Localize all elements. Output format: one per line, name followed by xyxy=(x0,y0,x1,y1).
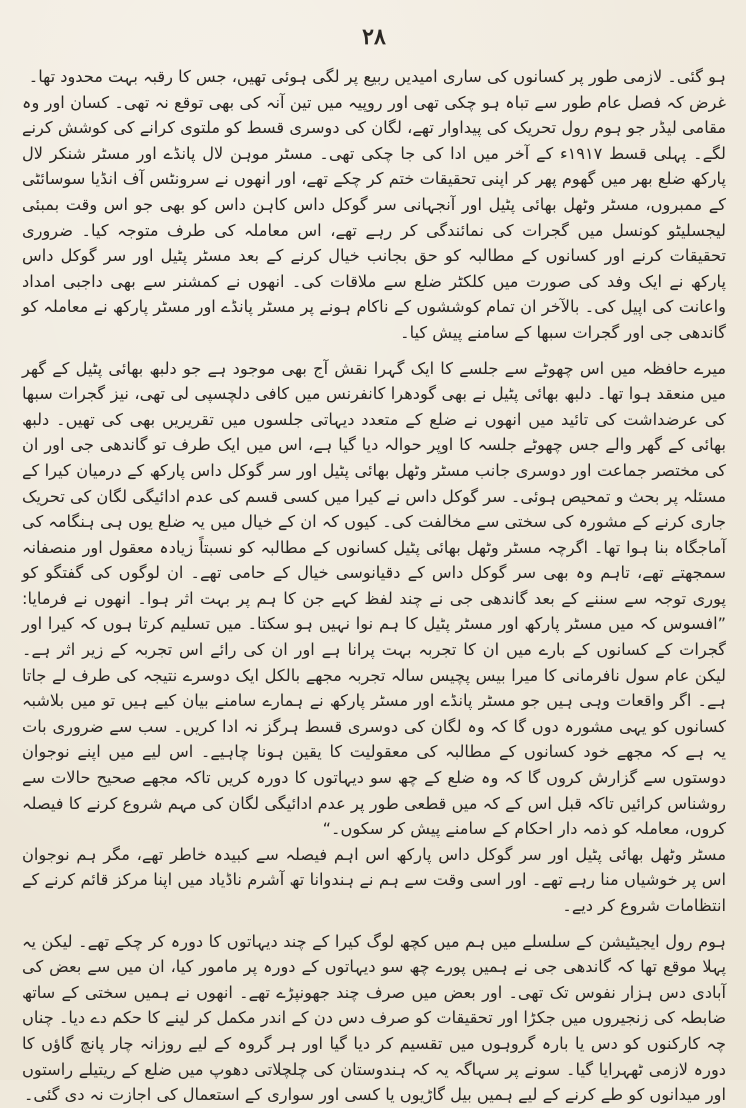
paragraph-4: مسٹر وٹھل بھائی پٹیل اور سر گوکل داس پارکھ اس اہم فیصلہ سے کبیدہ خاطر تھے، مگر ہم نوجوان اس پر خوشیاں منا رہے تھے۔ اور اسی وقت سے ہم نے ہندوانا تھ آشرم ناڈیاد میں اپنا مرکز قائم کرنے کے انتظامات شروع کر دیے۔ xyxy=(22,844,726,915)
body-text xyxy=(22,64,726,1108)
paragraph-2: غرض کہ فصل عام طور سے تباہ ہو چکی تھی اور روپیہ میں تین آنہ کی بھی توقع نہ تھی۔ کسان اور وہ مقامی لیڈر جو ہوم رول تحریک کی پیداوار تھے، لگان کی دوسری قسط کو ملتوی کرانے کی کوشش کرنے لگے۔ پہلی قسط ۱۹۱۷ء کے آخر میں ادا کی جا چکی تھی۔ مسٹر موہن لال پانڈے اور مسٹر شنکر لال پارکھ ضلع بھر میں گھوم پھر کر اپنی تحقیقات ختم کر چکے تھے، اور انھوں نے سرونٹس آف انڈیا سوسائٹی کے ممبروں، مسٹر وٹھل بھائی پٹیل اور آنجہانی سر گوکل داس کاہن داس کو بھی جو اس وقت بمبئی لیجسلیٹو کونسل میں گجرات کی نمائندگی کر رہے تھے، اس معاملہ کی طرف متوجہ کیا۔ ضروری تحقیقات کرنے اور کسانوں کے مطالبہ کو حق بجانب خیال کرنے کے بعد مسٹر پٹیل اور سر گوکل داس پارکھ نے ایک وفد کی صورت میں کلکٹر ضلع سے ملاقات کی۔ انھوں نے کمشنر سے بھی داجبی امداد واعانت کی اپیل کی۔ بالآخر ان تمام کوششوں کے ناکام ہونے پر مسٹر پانڈے اور مسٹر پارکھ نے معاملہ کو گاندھی جی اور گجرات سبھا کے سامنے پیش کیا۔ xyxy=(22,92,726,342)
page-number: ۲۸ xyxy=(362,24,386,50)
paragraph-1: ہو گئی۔ لازمی طور پر کسانوں کی ساری امیدیں ربیع پر لگی ہوئی تھیں، جس کا رقبہ بہت محدود تھا۔ xyxy=(28,67,726,86)
paragraph-3: میرے حافظہ میں اس چھوٹے سے جلسے کا ایک گہرا نقش آج بھی موجود ہے جو دلبھ بھائی پٹیل کے گھر میں منعقد ہوا تھا۔ دلبھ بھائی پٹیل نے بھی گودھرا کانفرنس میں کافی دلچسپی لی تھی، نیز گجرات سبھا کی عرضداشت کی تائید میں انھوں نے ضلع کے متعدد دیہاتی جلسوں میں تقریریں بھی کی تھیں۔ دلبھ بھائی کے گھر والے جس چھوٹے جلسہ کا اوپر حوالہ دیا گیا ہے، اس میں ایک طرف تو گاندھی جی اور ان کی مختصر جماعت اور دوسری جانب مسٹر وٹھل بھائی پٹیل اور سر گوکل داس پارکھ کے درمیان کیرا کے مسئلہ پر بحث و تمحیص ہوئی۔ سر گوکل داس نے کیرا میں کسی قسم کی عدم ادائیگی لگان کی تحریک جاری کرنے کے مشورہ کی سختی سے مخالفت کی۔ کیوں کہ ان کے خیال میں یہ ضلع یوں ہی ہنگامہ کی آماجگاہ بنا ہوا تھا۔ اگرچہ مسٹر وٹھل بھائی پٹیل کسانوں کے مطالبہ کو نسبتاً زیادہ معقول اور منصفانہ سمجھتے تھے، تاہم وہ بھی سر گوکل داس کے دقیانوسی خیال کے حامی تھے۔ ان لوگوں کی گفتگو کو پوری توجہ سے سننے کے بعد گاندھی جی نے چند لفظ کہے جن کا ہم پر بہت اثر ہوا۔ انھوں نے فرمایا: ”افسوس کہ میں مسٹر پارکھ اور مسٹر پٹیل کا ہم نوا نہیں ہو سکتا۔ میں تسلیم کرتا ہوں کہ کیرا اور گجرات کے کسانوں کے بارے میں ان کا تجربہ بہت پرانا ہے اور ان کی رائے اس تجربہ کے زیر اثر ہے۔ لیکن عام سول نافرمانی کا میرا بیس پچیس سالہ تجربہ مجھے بالکل ایک دوسرے نتیجہ کی طرف لے جاتا ہے۔ اگر واقعات وہی ہیں جو مسٹر پانڈے اور مسٹر پارکھ نے ہمارے سامنے بیان کیے ہیں تو میں بلاشبہ کسانوں کو یہی مشورہ دوں گا کہ وہ لگان کی دوسری قسط ہرگز نہ ادا کریں۔ سب سے ضروری بات یہ ہے کہ مجھے خود کسانوں کے مطالبہ کی معقولیت کا یقین ہونا چاہیے۔ اس لیے میں اپنے نوجوان دوستوں سے گزارش کروں گا کہ وہ ضلع کے چھ سو دیہاتوں کا دورہ کریں تاکہ مجھے صحیح حالات سے روشناس کرائیں تاکہ قبل اس کے کہ میں قطعی طور پر عدم ادائیگی لگان کی مہم شروع کرنے کا فیصلہ کروں، معاملہ کو ذمہ دار احکام کے سامنے پیش کر سکوں۔“ xyxy=(22,358,726,839)
paragraph-5: ہوم رول ایجیٹیشن کے سلسلے میں ہم میں کچھ لوگ کیرا کے چند دیہاتوں کا دورہ کر چکے تھے۔ لیکن یہ پہلا موقع تھا کہ گاندھی جی نے ہمیں پورے چھ سو دیہاتوں کے دورہ پر مامور کیا، ان میں سے بعض کی آبادی دس ہزار نفوس تک تھی۔ اور بعض میں صرف چند جھونپڑے تھے۔ انھوں نے ہمیں سختی کے ساتھ ضابطہ کی زنجیروں میں جکڑا اور تحقیقات کو صرف دس دن کے اندر مکمل کر لینے کا حکم دے دیا۔ چناں چہ کارکنوں کو دس یا بارہ گروہوں میں تقسیم کر دیا گیا اور ہر گروہ کے لیے روزانہ چار پانچ گاؤں کا دورہ لازمی ٹھہرایا گیا۔ سونے پر سہاگہ یہ کہ ہندوستان کی چلچلاتی دھوپ میں ضلع کے ریتیلے راستوں اور میدانوں کو طے کرنے کے لیے ہمیں بیل گاڑیوں یا کسی اور سواری کے استعمال کی اجازت نہ دی گئی۔ xyxy=(22,931,726,1105)
